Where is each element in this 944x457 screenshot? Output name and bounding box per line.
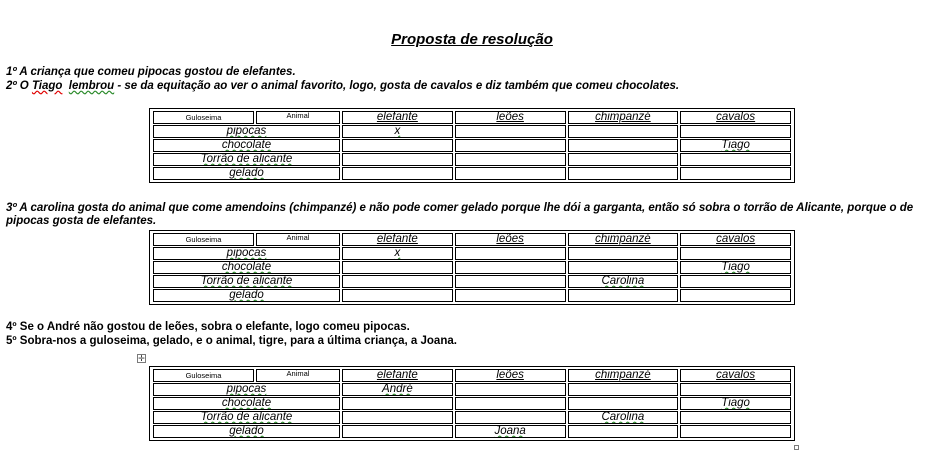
table-1 [149, 108, 795, 183]
table-cell[interactable]: Tiago [680, 139, 791, 152]
table-row [153, 411, 791, 424]
table-cell[interactable] [568, 167, 679, 180]
resize-handle-icon[interactable] [794, 445, 799, 450]
table-cell[interactable] [455, 275, 566, 288]
table-row [153, 383, 791, 396]
table-row [153, 139, 791, 152]
table-cell[interactable] [568, 397, 679, 410]
header-col: chimpanzé [568, 233, 679, 246]
header-col: elefante [342, 369, 453, 382]
step-2-prefix: 2º O [6, 80, 32, 92]
row-label: chocolate [153, 397, 340, 410]
table-cell[interactable] [680, 167, 791, 180]
table-cell[interactable] [680, 275, 791, 288]
step-2-name-2: lembrou [68, 80, 115, 92]
table-cell[interactable]: Joana [455, 425, 566, 438]
move-arrows-icon[interactable]: ✛ [138, 354, 145, 363]
table-cell[interactable]: x [342, 247, 453, 260]
header-col: leões [455, 369, 566, 382]
table-cell[interactable] [342, 289, 453, 302]
table-cell[interactable] [342, 425, 453, 438]
step-5-text: 5º Sobra-nos a guloseima, gelado, e o animal, tigre, para a última criança, a Joana. [6, 335, 457, 347]
table-header-row [153, 369, 791, 382]
header-col: elefante [342, 111, 453, 124]
table-cell[interactable] [455, 383, 566, 396]
row-label: gelado [153, 167, 340, 180]
table-cell[interactable] [568, 289, 679, 302]
table-cell[interactable] [342, 397, 453, 410]
table-cell[interactable] [680, 125, 791, 138]
table-header-row [153, 233, 791, 246]
header-col: cavalos [680, 233, 791, 246]
table-row [153, 125, 791, 138]
table-cell[interactable] [342, 167, 453, 180]
table-cell[interactable] [680, 247, 791, 260]
table-row [153, 275, 791, 288]
step-2-name-1: Tiago [31, 80, 63, 92]
table-cell[interactable]: x [342, 125, 453, 138]
header-animal: Animal [256, 369, 340, 382]
table-row [153, 247, 791, 260]
table-cell[interactable] [568, 383, 679, 396]
table-cell[interactable] [455, 139, 566, 152]
table-cell[interactable] [455, 153, 566, 166]
table-row [153, 261, 791, 274]
row-label: pipocas [153, 125, 340, 138]
table-row [153, 167, 791, 180]
header-col: leões [455, 233, 566, 246]
table-cell[interactable]: Tiago [680, 261, 791, 274]
header-guloseima: Guloseima [153, 233, 254, 246]
step-4-text: 4º Se o André não gostou de leões, sobra o elefante, logo comeu pipocas. [6, 321, 410, 333]
header-col: cavalos [680, 111, 791, 124]
row-label: gelado [153, 289, 340, 302]
table-row [153, 425, 791, 438]
table-cell[interactable] [455, 125, 566, 138]
table-cell[interactable] [342, 261, 453, 274]
row-label: gelado [153, 425, 340, 438]
row-label: Torrão de alicante [153, 411, 340, 424]
table-cell[interactable] [568, 425, 679, 438]
table-cell[interactable] [568, 261, 679, 274]
row-label: pipocas [153, 383, 340, 396]
table-cell[interactable]: Carolina [568, 275, 679, 288]
table-header-row [153, 111, 791, 124]
table-cell[interactable]: André [342, 383, 453, 396]
step-1-text: 1º A criança que comeu pipocas gostou de elefantes. [6, 66, 296, 78]
header-col: elefante [342, 233, 453, 246]
table-cell[interactable] [342, 411, 453, 424]
row-label: Torrão de alicante [153, 153, 340, 166]
table-cell[interactable] [568, 153, 679, 166]
row-label: chocolate [153, 139, 340, 152]
table-cell[interactable] [680, 411, 791, 424]
table-cell[interactable] [455, 247, 566, 260]
header-col: leões [455, 111, 566, 124]
row-label: pipocas [153, 247, 340, 260]
header-guloseima: Guloseima [153, 111, 254, 124]
table-row [153, 397, 791, 410]
header-col: chimpanzé [568, 369, 679, 382]
header-animal: Animal [256, 233, 340, 246]
table-2 [149, 230, 795, 305]
table-3 [149, 366, 795, 441]
row-label: chocolate [153, 261, 340, 274]
table-cell[interactable]: Tiago [680, 397, 791, 410]
table-cell[interactable] [568, 247, 679, 260]
table-cell[interactable]: Carolina [568, 411, 679, 424]
table-cell[interactable] [455, 397, 566, 410]
table-cell[interactable] [568, 125, 679, 138]
header-guloseima: Guloseima [153, 369, 254, 382]
header-col: chimpanzé [568, 111, 679, 124]
table-cell[interactable] [342, 153, 453, 166]
table-cell[interactable] [680, 153, 791, 166]
table-cell[interactable] [342, 275, 453, 288]
step-3-text: 3º A carolina gosta do animal que come amendoins (chimpanzé) e não pode comer gelado porque lhe dói a garganta, então só sobra o torrão de Alicante, porque o de pipocas gosta de elefantes. [6, 202, 914, 227]
header-col: cavalos [680, 369, 791, 382]
table-cell[interactable] [455, 411, 566, 424]
document-title: Proposta de resolução [391, 31, 553, 48]
table-row [153, 153, 791, 166]
step-2-text [6, 80, 679, 93]
step-2-rest: - se da equitação ao ver o animal favorito, logo, gosta de cavalos e diz também que comeu chocolates. [114, 80, 680, 92]
table-cell[interactable] [680, 289, 791, 302]
table-cell[interactable] [680, 383, 791, 396]
row-label: Torrão de alicante [153, 275, 340, 288]
table-row [153, 289, 791, 302]
table-cell[interactable] [342, 139, 453, 152]
table-cell[interactable] [455, 167, 566, 180]
table-cell[interactable] [455, 289, 566, 302]
header-animal: Animal [256, 111, 340, 124]
table-cell[interactable] [568, 139, 679, 152]
table-cell[interactable] [455, 261, 566, 274]
table-cell[interactable] [680, 425, 791, 438]
